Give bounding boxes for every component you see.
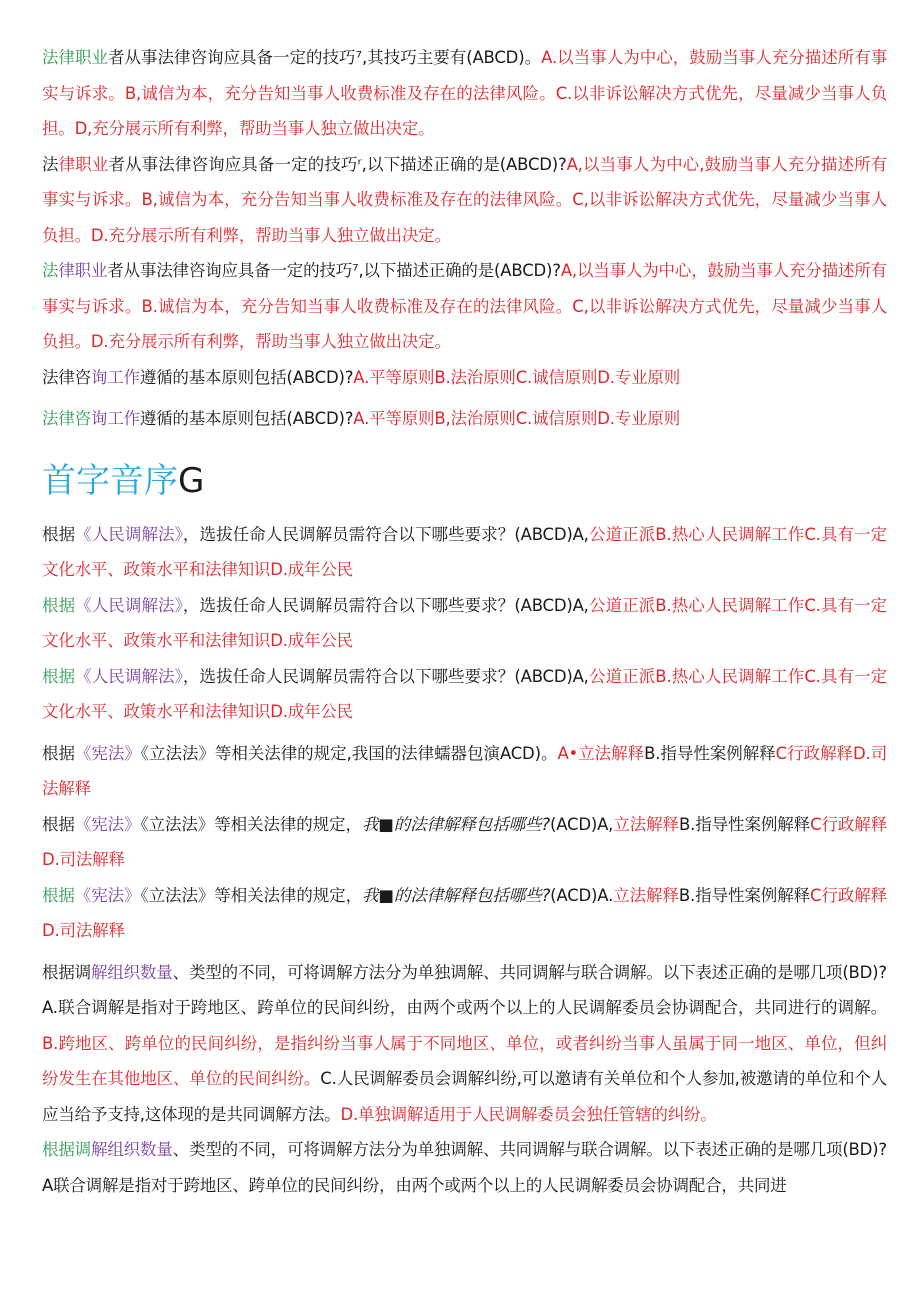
text-run: 者从事法律咨询应具备一定的技巧ʳ,以下描述正确的是(ABCD)? (108, 154, 567, 174)
question-paragraph (42, 40, 887, 147)
section-legal-consulting (42, 40, 887, 437)
text-run: C行政解释D.司法解释 (42, 885, 888, 940)
text-run: 《立法法》等相关法律的规定,我国的法律蠕器包演ACD)。 (140, 743, 558, 763)
section-g (42, 517, 887, 1204)
question-paragraph (42, 147, 887, 254)
text-run: 根据 (42, 595, 76, 615)
text-run: 《人民调解法》 (75, 666, 183, 686)
text-run: 公道正派B.热心人民调解工作C.具有一定文化水平、政策水平和法律知识D.成年公民 (42, 595, 887, 650)
text-run: 立法解释 (613, 885, 679, 905)
text-run: C.人民调解委员会调解纠纷,可以邀请有关单位和个人参加,被邀请的单位和个人应当给予支持,这体现的是共同调解方法。 (42, 1069, 887, 1124)
text-run: ，选拔任命人民调解员需符合以下哪些要求？(ABCD)A, (182, 595, 589, 615)
text-run: 法律职业 (42, 48, 109, 67)
question-paragraph (42, 588, 887, 659)
text-run: 法律咨 (42, 367, 91, 387)
text-run: 根据 (42, 814, 75, 834)
question-paragraph (42, 517, 887, 588)
text-run: 根据 (42, 743, 75, 763)
text-run: A•立法解释 (557, 743, 645, 763)
text-run: 立法解释 (613, 814, 679, 834)
text-run: 公道正派B.热心人民调解工作C.具有一定文化水平、政策水平和法律知识D.成年公民 (42, 524, 887, 579)
text-run: 《立法法》等相关法律的规定， (140, 885, 362, 905)
text-run: A.以当事人为中心，鼓励当事人充分描述所有事实与诉求。B,诚信为本，充分告知当事人收费标准及存在的法律风险。C.以非诉讼解决方式优先，尽量减少当事人负担。D,充分展示所有利弊，帮助当事人独立做出决定。 (42, 48, 888, 138)
text-run: A.平等原则B.法治原则C.诚信原则D.专业原则 (353, 367, 681, 387)
text-run: A.平等原则B,法治原则C.诚信原则D.专业原则 (353, 409, 681, 428)
text-run: 根据调 (42, 962, 91, 982)
text-run: 公道正派B.热心人民调解工作C.具有一定文化水平、政策水平和法律知识D.成年公民 (42, 666, 887, 721)
text-run: 、类型的不同，可将调解方法分为单独调解、共同调解与联合调解。以下表述正确的是哪几项(BD)?A联合调解是指对于跨地区、跨单位的民间纠纷，由两个或两个以上的人民调解委员会协调配合，共同进 (42, 1140, 887, 1195)
text-run: 解组织数量 (91, 1140, 173, 1159)
question-paragraph (42, 659, 887, 730)
text-run: D.单独调解适用于人民调解委员会独任管辖的纠纷。 (340, 1104, 717, 1124)
text-run: ，选拔任命人民调解员需符合以下哪些要求？(ABCD)A, (182, 524, 589, 544)
text-run: B.跨地区、跨单位的民间纠纷，是指纠纷当事人属于不同地区、单位，或者纠纷当事人虽属于同一地区、单位，但纠纷发生在其他地区、单位的民间纠纷。 (42, 1033, 887, 1088)
text-run: 根据 (42, 885, 75, 905)
text-run: A,以当事人为中心,鼓励当事人充分描述所有事实与诉求。B,诚信为本，充分告知当事人收费标准及存在的法律风险。C,以非诉讼解决方式优先，尽量减少当事人负担。D.充分展示所有利弊，帮助当事人独立做出决定。 (42, 154, 887, 245)
text-run: 根据调 (42, 1140, 91, 1159)
text-run: 询工作 (90, 409, 140, 428)
text-run: (ACD)A, (549, 814, 614, 834)
text-run: 者从事法律咨询应具备一定的技巧⁷,以下描述正确的是(ABCD)? (107, 261, 561, 280)
text-run: B.指导性案例解释 (644, 743, 776, 763)
question-paragraph (42, 253, 887, 360)
text-run: 我■的法律解释包括哪些? (361, 814, 550, 834)
heading-text: 首字音序 (42, 460, 178, 501)
text-run: B.指导性案例解释 (678, 814, 811, 834)
text-run: C行政解释D.司法解释 (42, 814, 888, 869)
question-paragraph (42, 1132, 887, 1203)
text-run: 法 (42, 261, 59, 280)
question-paragraph (42, 955, 887, 1133)
text-run: 法律咨 (42, 409, 91, 428)
text-run: 《立法法》等相关法律的规定， (140, 814, 362, 834)
text-run: ，选拔任命人民调解员需符合以下哪些要求？(ABCD)A, (182, 666, 589, 686)
text-run: 《人民调解法》 (75, 524, 183, 544)
text-run: 遵循的基本原则包括(ABCD)? (139, 409, 354, 428)
text-run: 法 (42, 154, 59, 174)
text-run: 我■的法律解释包括哪些? (362, 885, 551, 905)
text-run: A,以当事人为中心，鼓励当事人充分描述所有事实与诉求。B.诚信为本，充分告知当事人收费标准及存在的法律风险。C,以非诉讼解决方式优先，尽量减少当事人负担。D.充分展示所有利弊，帮助当事人独立做出决定。 (42, 261, 887, 351)
question-paragraph (42, 807, 887, 878)
text-run: 者从事法律咨询应具备一定的技巧⁷,其技巧主要有(ABCD)。 (108, 48, 542, 67)
text-run: 《宪法》 (74, 885, 141, 905)
text-run: 《人民调解法》 (75, 595, 183, 615)
text-run: C行政解释D.司法解释 (42, 743, 888, 798)
question-paragraph (42, 401, 887, 437)
question-paragraph (42, 360, 887, 396)
text-run: 询工作 (90, 367, 140, 387)
text-run: 解组织数量 (91, 962, 173, 982)
text-run: 《宪法》 (74, 814, 141, 834)
question-paragraph (42, 736, 887, 807)
text-run: 根据 (42, 524, 76, 544)
text-run: 律职业 (58, 261, 108, 280)
text-run: 遵循的基本原则包括(ABCD)? (139, 367, 354, 387)
text-run: 、类型的不同，可将调解方法分为单独调解、共同调解与联合调解。以下表述正确的是哪几项(BD)?A.联合调解是指对于跨地区、跨单位的民间纠纷，由两个或两个以上的人民调解委员会协调配合，共同进行的调解。 (42, 962, 887, 1017)
text-run: 《宪法》 (74, 743, 141, 763)
text-run: 根据 (42, 666, 76, 686)
document-page (42, 40, 887, 1203)
text-run: (ACD)A. (550, 885, 614, 905)
heading-letter: G (178, 460, 205, 501)
text-run: 律职业 (58, 154, 109, 174)
section-heading (42, 459, 887, 503)
text-run: B.指导性案例解释 (678, 885, 811, 905)
question-paragraph (42, 878, 887, 949)
